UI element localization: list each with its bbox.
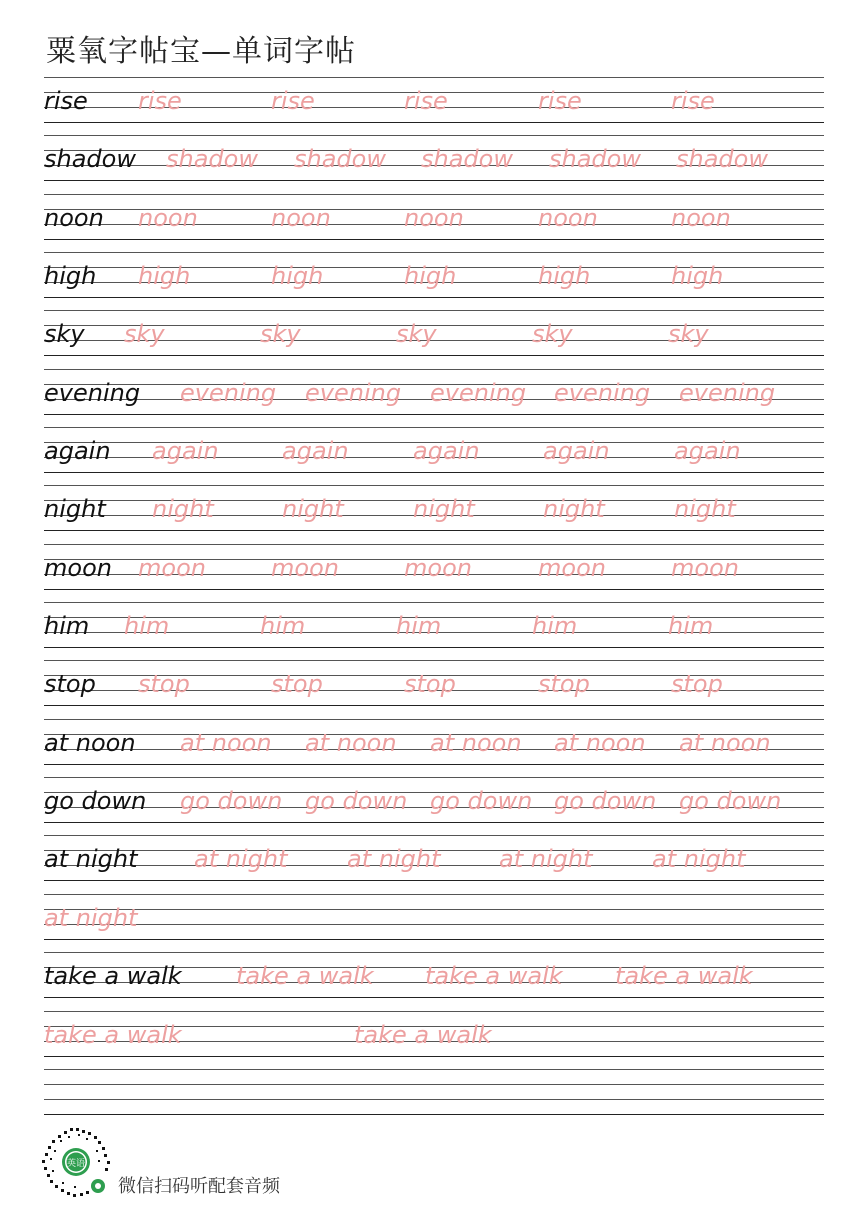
trace-word: night: [282, 495, 344, 524]
practice-row: [44, 601, 824, 659]
guide-line: [44, 880, 824, 881]
trace-word: shadow: [549, 145, 641, 174]
model-word: go down: [44, 787, 147, 816]
guide-line: [44, 719, 824, 720]
guide-line: [44, 1056, 824, 1057]
trace-word: rise: [404, 87, 448, 115]
trace-word: go down: [430, 787, 533, 816]
practice-row: [44, 76, 824, 134]
guide-line: [44, 997, 824, 998]
practice-row: [44, 718, 824, 776]
trace-word: again: [152, 437, 219, 466]
guide-line: [44, 194, 824, 195]
guide-line: [44, 530, 824, 531]
trace-word: evening: [305, 378, 402, 407]
trace-word: at noon: [305, 728, 397, 757]
guide-line: [44, 544, 824, 545]
guide-line: [44, 427, 824, 428]
trace-word: evening: [554, 378, 651, 407]
page-title: 粟氧字帖宝—单词字帖: [46, 34, 356, 69]
qr-code-icon[interactable]: [40, 1126, 112, 1198]
guide-line: [44, 822, 824, 823]
guide-line: [44, 472, 824, 473]
guide-line: [44, 297, 824, 298]
guide-line: [44, 589, 824, 590]
trace-word: shadow: [294, 145, 386, 174]
trace-word: take a walk: [615, 962, 753, 991]
trace-word: sky: [124, 320, 165, 349]
guide-line: [44, 180, 824, 181]
trace-word: rise: [538, 87, 582, 115]
guide-line: [44, 485, 824, 486]
model-word: evening: [44, 378, 141, 407]
guide-line: [44, 894, 824, 895]
model-word: him: [44, 612, 90, 641]
trace-word: high: [138, 262, 191, 291]
guide-line: [44, 705, 824, 706]
practice-row: [44, 543, 824, 601]
trace-word: at noon: [554, 728, 646, 757]
practice-row: [44, 426, 824, 484]
model-word: rise: [44, 87, 88, 115]
footer: [40, 1124, 460, 1204]
trace-word: at noon: [430, 728, 522, 757]
trace-word: high: [404, 262, 457, 291]
trace-word: high: [671, 262, 724, 291]
trace-word: at noon: [679, 728, 771, 757]
trace-word: again: [413, 437, 480, 466]
trace-word: stop: [271, 670, 323, 699]
trace-word: moon: [138, 553, 206, 582]
footer-audio-hint: 微信扫码听配套音频: [118, 1176, 280, 1197]
model-word: take a walk: [44, 962, 182, 991]
trace-word: noon: [404, 203, 464, 232]
trace-word: night: [152, 495, 214, 524]
model-word: noon: [44, 203, 104, 232]
trace-word: him: [532, 612, 578, 641]
guide-line: [44, 1114, 824, 1115]
trace-word: shadow: [676, 145, 768, 174]
trace-word: stop: [538, 670, 590, 699]
trace-word: him: [668, 612, 714, 641]
trace-word: at night: [44, 903, 138, 932]
trace-word: take a walk: [425, 962, 563, 991]
guide-line: [44, 602, 824, 603]
guide-line: [44, 647, 824, 648]
trace-word: take a walk: [44, 1020, 182, 1049]
guide-line: [44, 122, 824, 123]
guide-line: [44, 355, 824, 356]
practice-row: [44, 1010, 824, 1068]
guide-line: [44, 310, 824, 311]
trace-word: sky: [668, 320, 709, 349]
guide-line: [44, 239, 824, 240]
trace-word: again: [674, 437, 741, 466]
trace-word: go down: [305, 787, 408, 816]
trace-word: moon: [671, 553, 739, 582]
trace-word: noon: [271, 203, 331, 232]
trace-word: go down: [180, 787, 283, 816]
trace-word: noon: [671, 203, 731, 232]
trace-word: him: [396, 612, 442, 641]
guide-line: [44, 835, 824, 836]
trace-word: again: [543, 437, 610, 466]
model-word: high: [44, 262, 97, 291]
guide-line: [44, 777, 824, 778]
trace-word: high: [538, 262, 591, 291]
trace-word: evening: [180, 378, 277, 407]
trace-word: noon: [538, 203, 598, 232]
model-word: stop: [44, 670, 96, 699]
trace-word: take a walk: [236, 962, 374, 991]
trace-word: rise: [671, 87, 715, 115]
trace-word: night: [543, 495, 605, 524]
practice-row: [44, 368, 824, 426]
trace-word: night: [413, 495, 475, 524]
trace-word: stop: [138, 670, 190, 699]
model-word: again: [44, 437, 111, 466]
trace-word: shadow: [421, 145, 513, 174]
practice-row: [44, 951, 824, 1009]
trace-word: him: [260, 612, 306, 641]
model-word: at night: [44, 845, 138, 874]
practice-row: [44, 193, 824, 251]
trace-word: rise: [138, 87, 182, 115]
trace-word: at night: [194, 845, 288, 874]
practice-row: [44, 134, 824, 192]
guide-line: [44, 939, 824, 940]
trace-word: moon: [538, 553, 606, 582]
practice-row: [44, 659, 824, 717]
model-word: at noon: [44, 728, 136, 757]
guide-line: [44, 1011, 824, 1012]
model-word: sky: [44, 320, 85, 349]
trace-word: shadow: [166, 145, 258, 174]
trace-word: at night: [499, 845, 593, 874]
trace-word: take a walk: [354, 1020, 492, 1049]
guide-line: [44, 135, 824, 136]
trace-word: go down: [679, 787, 782, 816]
guide-line: [44, 764, 824, 765]
trace-word: sky: [260, 320, 301, 349]
trace-word: at noon: [180, 728, 272, 757]
trace-word: high: [271, 262, 324, 291]
guide-line: [44, 414, 824, 415]
practice-row: [44, 484, 824, 542]
guide-line: [44, 1069, 824, 1070]
practice-row: [44, 834, 824, 892]
guide-line: [44, 369, 824, 370]
trace-word: night: [674, 495, 736, 524]
trace-word: go down: [554, 787, 657, 816]
model-word: night: [44, 495, 106, 524]
trace-word: stop: [671, 670, 723, 699]
guide-line: [44, 952, 824, 953]
trace-word: noon: [138, 203, 198, 232]
trace-word: at night: [652, 845, 746, 874]
model-word: moon: [44, 553, 112, 582]
trace-word: evening: [679, 378, 776, 407]
guide-line: [44, 77, 824, 78]
trace-word: him: [124, 612, 170, 641]
qr-badge-label: 英语: [66, 1159, 86, 1169]
practice-row: [44, 776, 824, 834]
trace-word: rise: [271, 87, 315, 115]
trace-word: sky: [396, 320, 437, 349]
trace-word: evening: [430, 378, 527, 407]
guide-line: [44, 252, 824, 253]
trace-word: stop: [404, 670, 456, 699]
trace-word: sky: [532, 320, 573, 349]
model-word: shadow: [44, 145, 136, 174]
practice-sheet: [44, 76, 824, 1126]
practice-row: [44, 1068, 824, 1126]
practice-row: [44, 251, 824, 309]
trace-word: moon: [404, 553, 472, 582]
trace-word: at night: [347, 845, 441, 874]
trace-word: moon: [271, 553, 339, 582]
practice-row: [44, 893, 824, 951]
trace-word: again: [282, 437, 349, 466]
practice-row: [44, 309, 824, 367]
guide-line: [44, 660, 824, 661]
